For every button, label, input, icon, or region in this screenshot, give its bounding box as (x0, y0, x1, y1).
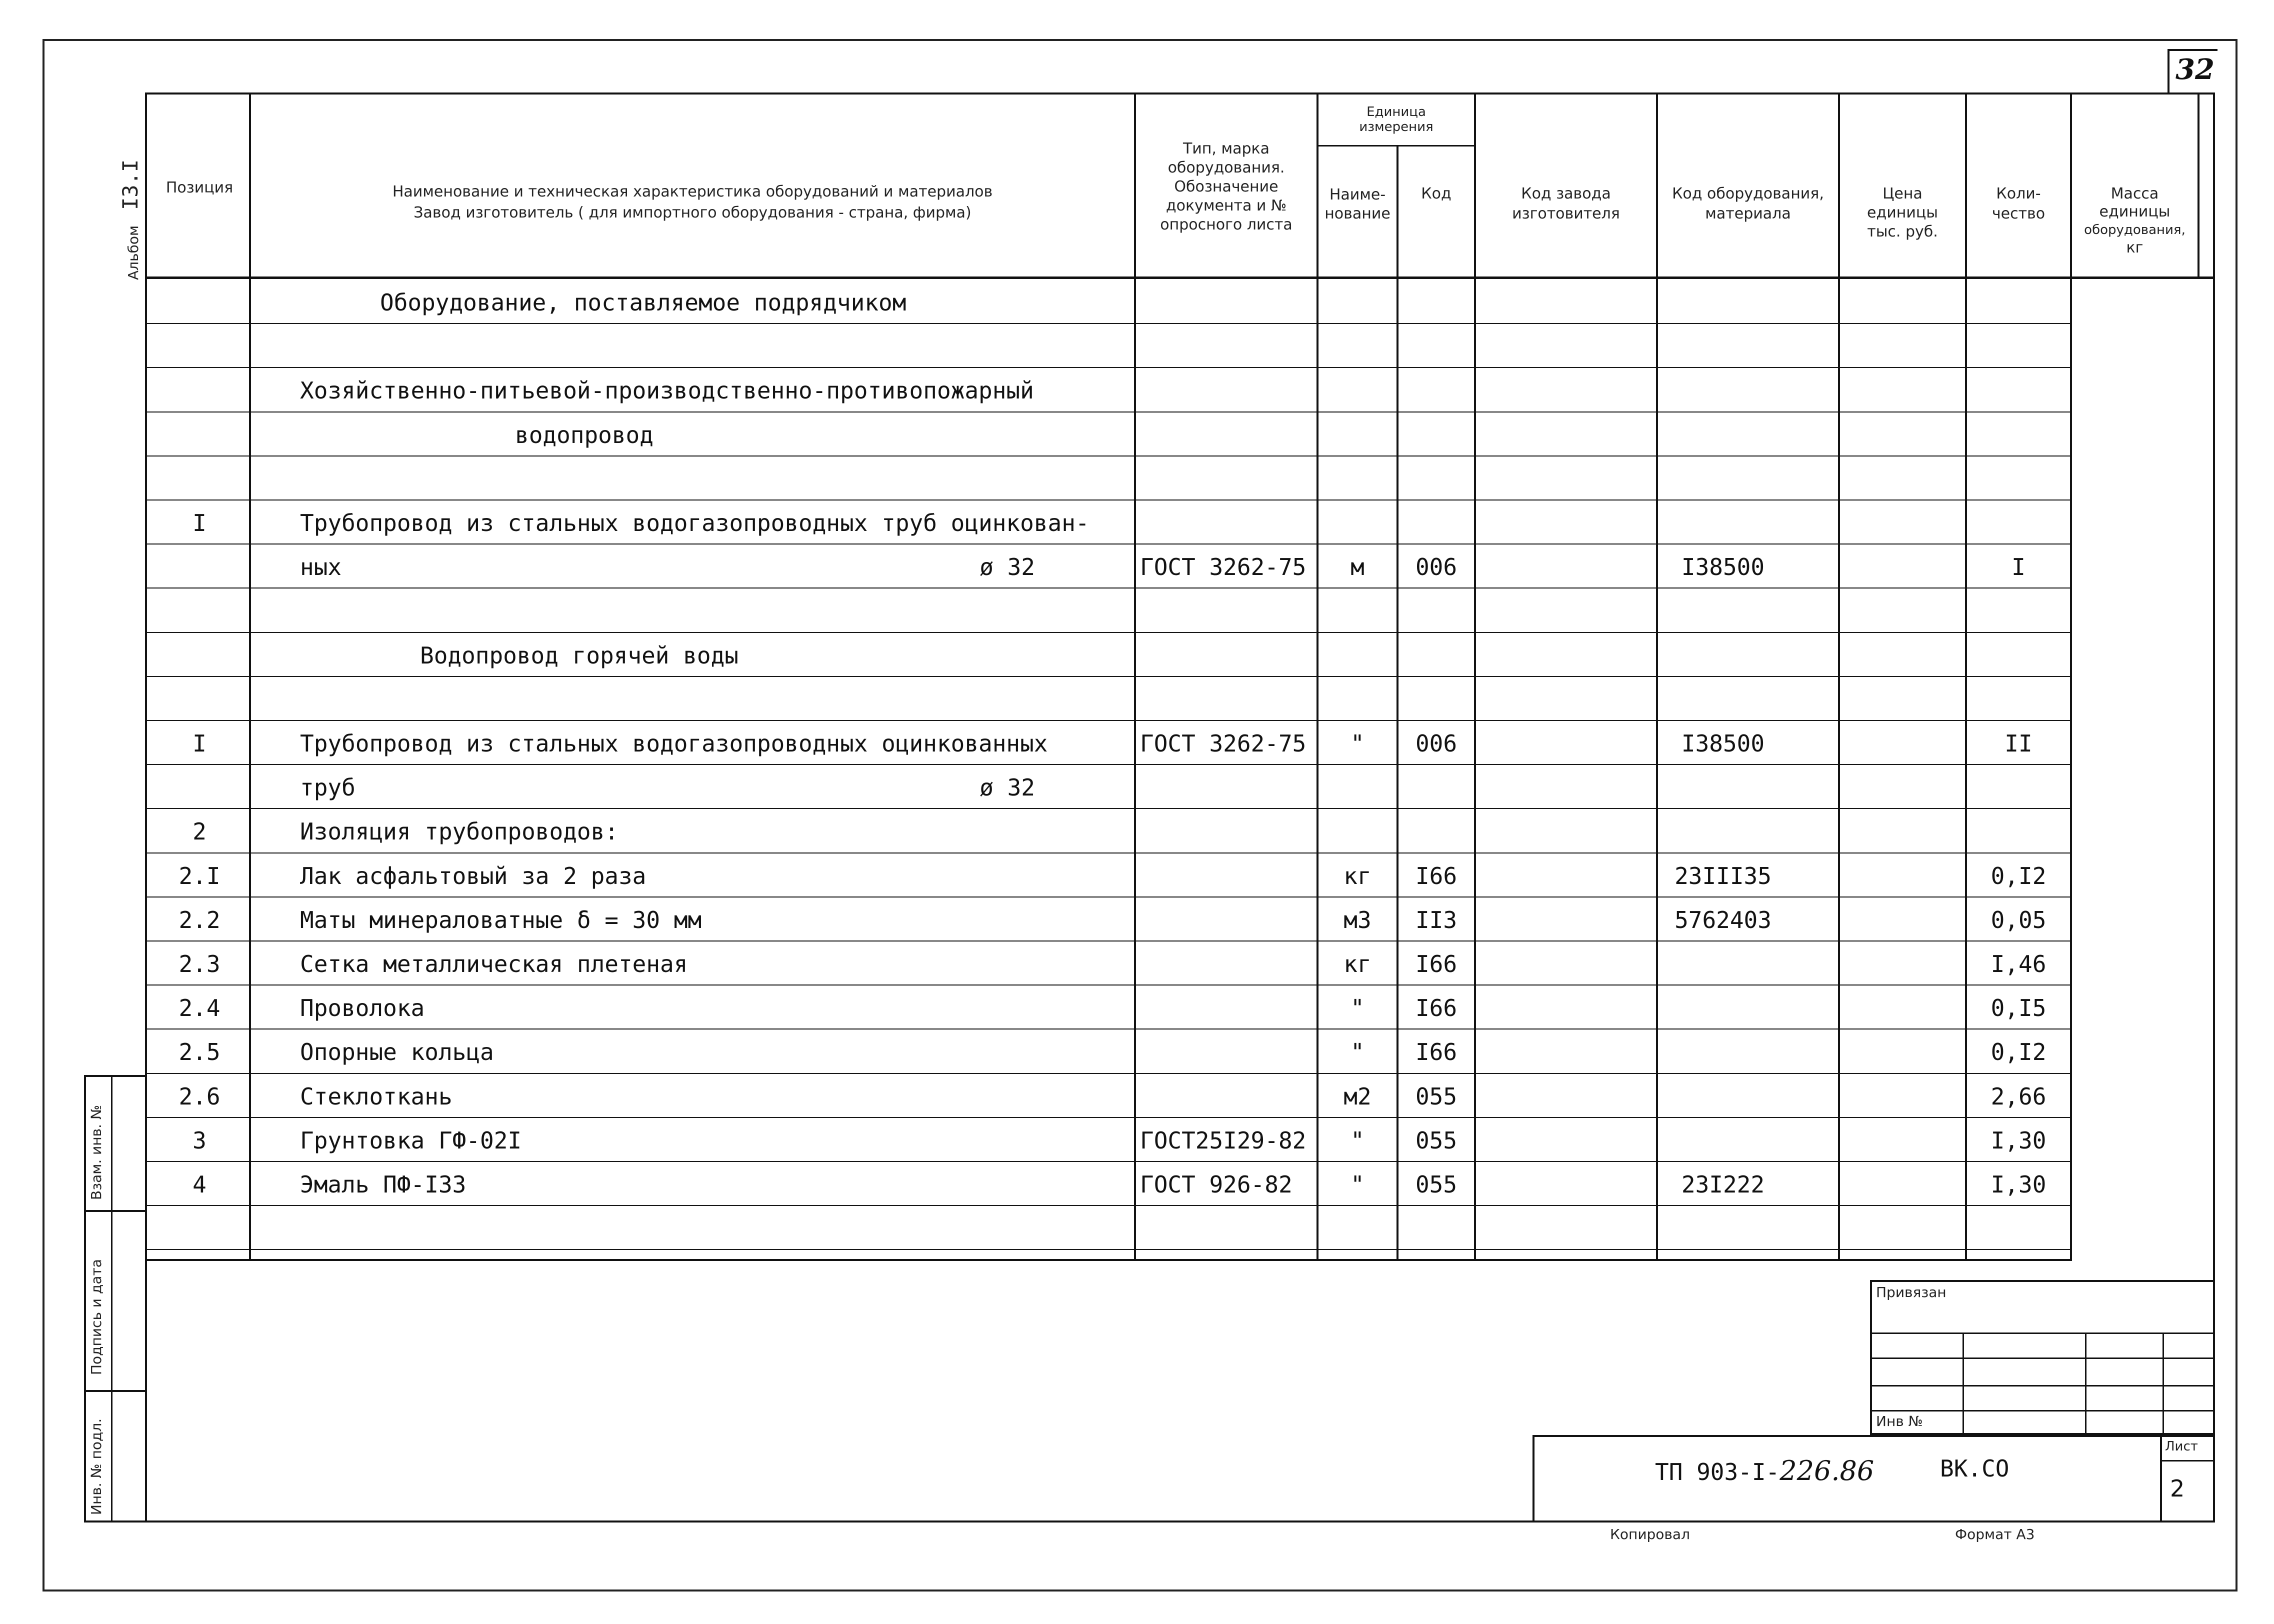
row-position: I (192, 730, 206, 757)
hdr-mass-4: кг (2126, 239, 2144, 256)
row-type: ГОСТ25I29-82 (1140, 1127, 1306, 1154)
header-split (1316, 145, 1476, 146)
doc-stamp-line (2160, 1460, 2215, 1462)
row-code: 055 (1415, 1083, 1458, 1110)
table-row (145, 456, 2072, 500)
hdr-mass-2: единицы (2099, 203, 2170, 220)
table-row (145, 676, 2072, 720)
row-name: Опорные кольца (300, 1038, 494, 1066)
row-name: Оборудование, поставляемое подрядчиком (380, 289, 906, 316)
row-quantity: I,46 (1990, 950, 2046, 978)
hdr-qty-2: чество (1992, 205, 2046, 222)
doc-stamp-line (2160, 1435, 2162, 1522)
row-name: Сетка металлическая плетеная (300, 950, 688, 978)
hdr-type-4: документа и № (1166, 197, 1287, 214)
table-bottom (145, 1259, 2072, 1261)
table-row (145, 1205, 2072, 1249)
hdr-unit-1: Единица (1366, 104, 1426, 120)
row-equip-code: 5762403 (1674, 906, 1772, 934)
side-podpis: Подпись и дата (88, 1259, 104, 1375)
row-name: водопровод (515, 422, 654, 448)
hdr-unit-name-2: нование (1324, 205, 1390, 222)
hdr-mass-3: оборудования, (2084, 222, 2186, 238)
hdr-qty-1: Коли- (1996, 185, 2041, 202)
tb-line (1962, 1332, 1964, 1435)
hdr-factory-1: Код завода (1521, 185, 1611, 202)
doc-code-hand: 226.86 (1780, 1455, 1874, 1486)
hdr-unit-code: Код (1421, 185, 1452, 202)
row-unit: кг (1344, 862, 1372, 890)
hdr-type-1: Тип, марка (1182, 140, 1270, 158)
row-type: ГОСТ 926-82 (1140, 1171, 1292, 1198)
row-position: 2.5 (178, 1038, 220, 1066)
doc-code (1655, 1455, 1874, 1486)
corner-sheet-number: 32 (2176, 53, 2214, 86)
table-row (145, 588, 2072, 632)
row-unit: " (1350, 1127, 1364, 1154)
hdr-type-5: опросного листа (1160, 216, 1292, 234)
hdr-price-3: тыс. руб. (1867, 223, 1938, 240)
side-stamp-line (84, 1390, 147, 1392)
side-stamp-line (111, 1075, 112, 1522)
row-name: труб (300, 774, 356, 801)
col-line (2198, 92, 2200, 278)
table-row (145, 323, 2072, 367)
row-equip-code: 23I222 (1681, 1171, 1765, 1198)
row-name: Лак асфальтовый за 2 раза (300, 862, 646, 890)
row-name: Изоляция трубопроводов: (300, 818, 618, 845)
hdr-position: Позиция (166, 179, 234, 196)
row-position: 2.2 (178, 906, 220, 934)
row-equip-code: I38500 (1681, 730, 1765, 757)
row-unit: " (1350, 730, 1364, 757)
row-unit: " (1350, 1038, 1364, 1066)
row-quantity: 0,I2 (1990, 862, 2046, 890)
row-name: Маты минераловатные δ = 30 мм (300, 906, 702, 934)
footer-format: Формат А3 (1955, 1526, 2035, 1542)
row-equip-code: 23III35 (1674, 862, 1772, 890)
hdr-unit-name-1: Наиме- (1329, 186, 1386, 204)
hdr-type-3: Обозначение (1174, 178, 1278, 196)
list-number: 2 (2170, 1475, 2185, 1502)
row-quantity: 0,I5 (1990, 994, 2046, 1022)
hdr-equip-2: материала (1705, 205, 1791, 222)
row-position: 2.4 (178, 994, 220, 1022)
row-code: I66 (1415, 950, 1458, 978)
row-quantity: 2,66 (1990, 1083, 2046, 1110)
tb-line (2085, 1332, 2086, 1435)
album-label: Альбом (125, 225, 142, 280)
row-quantity: I,30 (1990, 1127, 2046, 1154)
hdr-unit-2: измерения (1359, 120, 1434, 134)
list-label: Лист (2165, 1439, 2198, 1454)
row-quantity: 0,05 (1990, 906, 2046, 934)
row-code: I66 (1415, 1038, 1458, 1066)
row-position: 2.3 (178, 950, 220, 978)
row-name: Водопровод горячей воды (420, 642, 738, 669)
row-unit: м (1350, 554, 1364, 580)
row-quantity: I,30 (1990, 1171, 2046, 1198)
hdr-mass-1: Масса (2110, 185, 2159, 202)
row-name: Трубопровод из стальных водогазопроводных труб оцинкован- (300, 510, 1090, 536)
row-unit: м2 (1344, 1083, 1372, 1110)
album-number: I3.I (118, 159, 142, 210)
row-diameter: ø 32 (980, 554, 1035, 580)
privyazan-label: Привязан (1876, 1284, 1946, 1300)
row-code: II3 (1415, 906, 1458, 934)
side-stamp-line (84, 1210, 147, 1212)
hdr-price-2: единицы (1867, 204, 1938, 222)
row-name: Эмаль ПФ-I33 (300, 1171, 466, 1198)
row-unit: м3 (1344, 906, 1372, 934)
tb-line (2162, 1332, 2164, 1435)
hdr-factory-2: изготовителя (1512, 205, 1620, 222)
row-diameter: ø 32 (980, 774, 1035, 801)
row-position: I (192, 510, 206, 536)
row-position: 2 (192, 818, 206, 845)
footer-copied: Копировал (1610, 1526, 1690, 1542)
row-position: 4 (192, 1171, 206, 1198)
doc-section: ВК.СО (1940, 1455, 2010, 1482)
row-unit: " (1350, 1171, 1364, 1198)
row-equip-code: I38500 (1681, 554, 1765, 580)
row-quantity: I (2012, 554, 2026, 580)
row-type: ГОСТ 3262-75 (1140, 554, 1306, 580)
row-unit: кг (1344, 950, 1372, 978)
side-inv: Инв. № подл. (88, 1418, 104, 1515)
side-vzam: Взам. инв. № (88, 1104, 104, 1200)
hdr-equip-1: Код оборудования, (1672, 185, 1824, 202)
row-name: Трубопровод из стальных водогазопроводных оцинкованных (300, 730, 1048, 757)
row-quantity: 0,I2 (1990, 1038, 2046, 1066)
row-code: I66 (1415, 994, 1458, 1022)
row-line (145, 1249, 2072, 1250)
row-position: 2.6 (178, 1083, 220, 1110)
row-code: 055 (1415, 1127, 1458, 1154)
doc-code-print: ТП 903-I- (1655, 1458, 1780, 1486)
hdr-name-1: Наименование и техническая характеристика оборудований и материалов (392, 183, 993, 200)
row-name: Грунтовка ГФ-02I (300, 1127, 522, 1154)
row-position: 3 (192, 1127, 206, 1154)
row-code: 006 (1415, 554, 1458, 580)
row-name: Стеклоткань (300, 1083, 452, 1110)
row-type: ГОСТ 3262-75 (1140, 730, 1306, 757)
row-code: 055 (1415, 1171, 1458, 1198)
row-unit: " (1350, 994, 1364, 1022)
row-name: ных (300, 554, 342, 580)
row-name: Проволока (300, 994, 425, 1022)
hdr-price-1: Цена (1882, 185, 1922, 202)
row-name: Хозяйственно-питьевой-производственно-противопожарный (300, 377, 1034, 404)
row-position: 2.I (178, 862, 220, 890)
hdr-name-2: Завод изготовитель ( для импортного оборудования - страна, фирма) (414, 204, 972, 222)
inv-no-label: Инв № (1876, 1413, 1923, 1430)
row-code: I66 (1415, 862, 1458, 890)
row-quantity: II (2004, 730, 2032, 757)
hdr-type-2: оборудования. (1168, 159, 1285, 176)
row-code: 006 (1415, 730, 1458, 757)
